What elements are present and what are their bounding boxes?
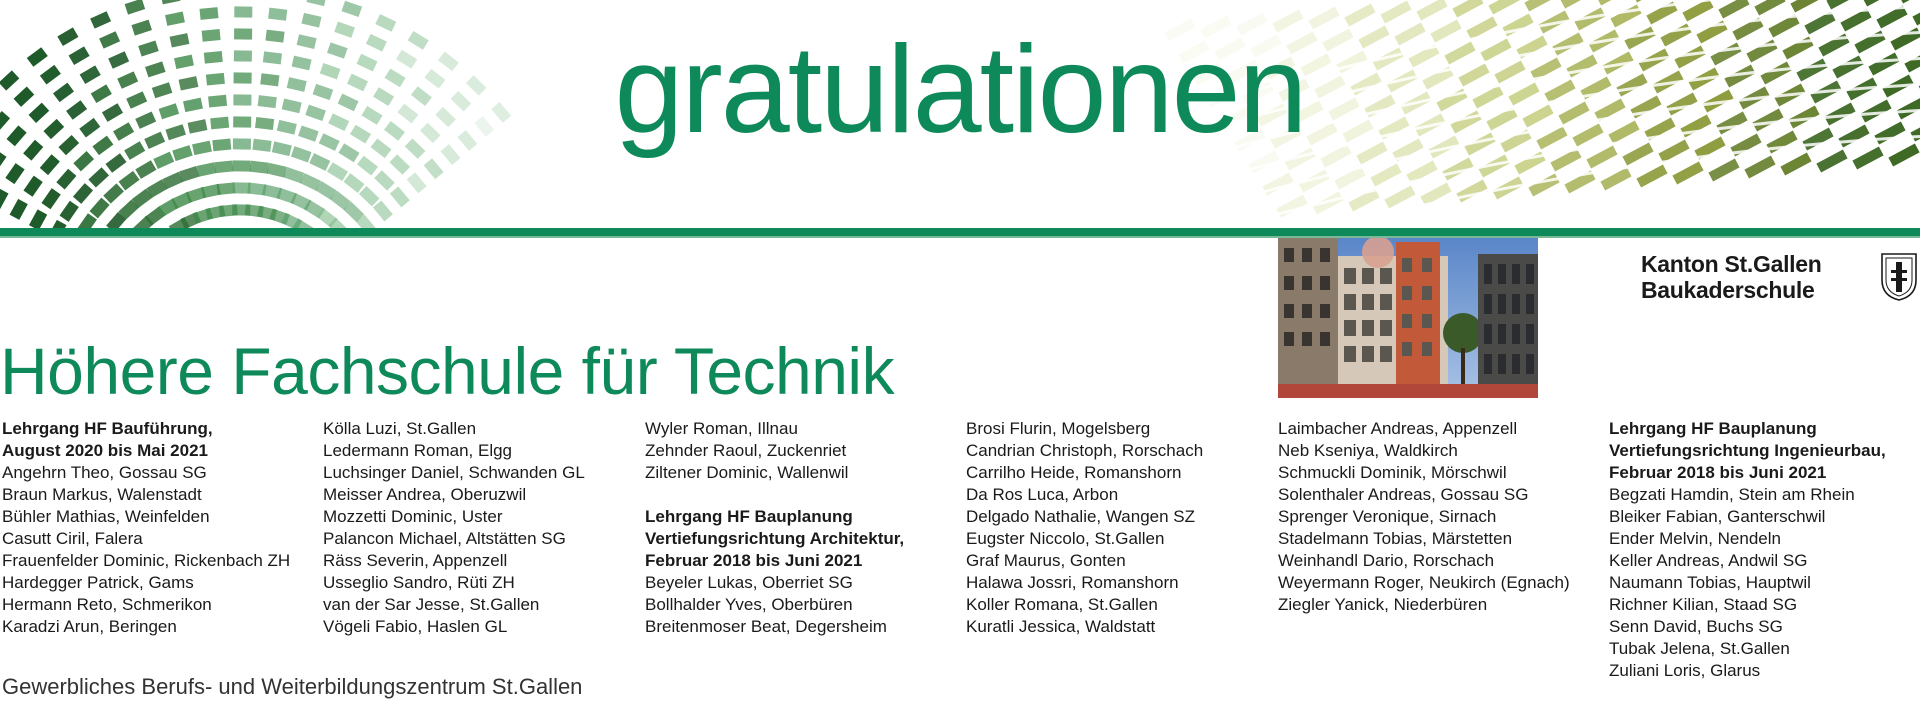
graduate-name: Hardegger Patrick, Gams xyxy=(2,573,194,592)
graduate-name: Ledermann Roman, Elgg xyxy=(323,441,513,460)
graduate-name: Zehnder Raoul, Zuckenriet xyxy=(645,441,847,460)
graduate-name: Koller Romana, St.Gallen xyxy=(966,595,1158,614)
graduate-name: Halawa Jossri, Romanshorn xyxy=(966,573,1179,592)
graduate-name: Meisser Andrea, Oberuzwil xyxy=(323,485,527,504)
graduate-name: Breitenmoser Beat, Degersheim xyxy=(645,617,887,636)
logo-text xyxy=(1641,251,1822,303)
graduate-name: Begzati Hamdin, Stein am Rhein xyxy=(1609,485,1855,504)
graduate-name: Casutt Ciril, Falera xyxy=(2,529,143,548)
graduate-name: Laimbacher Andreas, Appenzell xyxy=(1278,419,1518,438)
graduate-name: Ziegler Yanick, Niederbüren xyxy=(1278,595,1488,614)
course-heading: Vertiefungsrichtung Architektur, xyxy=(645,529,905,548)
graduate-name: Weyermann Roger, Neukirch (Egnach) xyxy=(1278,573,1570,592)
graduate-name: Zuliani Loris, Glarus xyxy=(1609,661,1761,680)
course-heading: Lehrgang HF Bauplanung xyxy=(1609,419,1817,438)
graduate-name: Ender Melvin, Nendeln xyxy=(1609,529,1781,548)
graduate-column-1 xyxy=(2,418,290,638)
graduate-name: Luchsinger Daniel, Schwanden GL xyxy=(323,463,585,482)
graduate-column-6 xyxy=(1609,418,1886,682)
graduate-name: Neb Kseniya, Waldkirch xyxy=(1278,441,1458,460)
course-heading: Lehrgang HF Bauführung, xyxy=(2,419,213,438)
graduate-column-4 xyxy=(966,418,1203,638)
graduate-name: Naumann Tobias, Hauptwil xyxy=(1609,573,1811,592)
graduate-name: Carrilho Heide, Romanshorn xyxy=(966,463,1182,482)
graduate-name: Brosi Flurin, Mogelsberg xyxy=(966,419,1151,438)
graduate-name: Ziltener Dominic, Wallenwil xyxy=(645,463,849,482)
graduate-column-5 xyxy=(1278,418,1570,616)
graduate-name: Frauenfelder Dominic, Rickenbach ZH xyxy=(2,551,291,570)
graduate-name: Eugster Niccolo, St.Gallen xyxy=(966,529,1165,548)
graduate-name: Keller Andreas, Andwil SG xyxy=(1609,551,1808,570)
graduate-name: Karadzi Arun, Beringen xyxy=(2,617,177,636)
graduate-name: van der Sar Jesse, St.Gallen xyxy=(323,595,540,614)
header-banner xyxy=(0,0,1920,238)
course-heading: Februar 2018 bis Juni 2021 xyxy=(645,551,863,570)
graduate-name: Kölla Luzi, St.Gallen xyxy=(323,419,477,438)
graduate-name: Tubak Jelena, St.Gallen xyxy=(1609,639,1790,658)
graduate-name: Hermann Reto, Schmerikon xyxy=(2,595,212,614)
graduate-column-2 xyxy=(323,418,585,638)
course-heading: Lehrgang HF Bauplanung xyxy=(645,507,853,526)
graduate-name: Mozzetti Dominic, Uster xyxy=(323,507,503,526)
graduate-name: Räss Severin, Appenzell xyxy=(323,551,508,570)
graduate-name: Sprenger Veronique, Sirnach xyxy=(1278,507,1497,526)
course-heading: Februar 2018 bis Juni 2021 xyxy=(1609,463,1827,482)
school-building-photo xyxy=(1278,238,1538,398)
course-heading: August 2020 bis Mai 2021 xyxy=(2,441,208,460)
logo-line-1: Kanton St.Gallen xyxy=(1641,251,1822,277)
divider-thin xyxy=(0,236,1920,238)
page-title: gratulationen xyxy=(614,21,1306,159)
divider xyxy=(0,228,1920,236)
graduate-name: Wyler Roman, Illnau xyxy=(645,419,798,438)
graduate-name: Delgado Nathalie, Wangen SZ xyxy=(966,507,1196,526)
graduate-name: Candrian Christoph, Rorschach xyxy=(966,441,1204,460)
graduate-name: Weinhandl Dario, Rorschach xyxy=(1278,551,1495,570)
logo-line-2: Baukaderschule xyxy=(1641,277,1815,303)
graduate-name: Beyeler Lukas, Oberriet SG xyxy=(645,573,853,592)
graduate-name: Palancon Michael, Altstätten SG xyxy=(323,529,566,548)
graduate-name: Kuratli Jessica, Waldstatt xyxy=(966,617,1156,636)
graduate-name: Richner Kilian, Staad SG xyxy=(1609,595,1798,614)
canton-crest-icon xyxy=(1880,252,1918,302)
section-title: Höhere Fachschule für Technik xyxy=(0,334,895,408)
graduate-name: Usseglio Sandro, Rüti ZH xyxy=(323,573,515,592)
course-heading: Vertiefungsrichtung Ingenieurbau, xyxy=(1609,441,1886,460)
graduate-name: Schmuckli Dominik, Mörschwil xyxy=(1278,463,1507,482)
graduate-name: Solenthaler Andreas, Gossau SG xyxy=(1278,485,1529,504)
graduate-name: Bühler Mathias, Weinfelden xyxy=(2,507,210,526)
graduate-name: Da Ros Luca, Arbon xyxy=(966,485,1119,504)
footer-text: Gewerbliches Berufs- und Weiterbildungszentrum St.Gallen xyxy=(2,674,583,699)
graduate-name: Vögeli Fabio, Haslen GL xyxy=(323,617,508,636)
graduate-name: Graf Maurus, Gonten xyxy=(966,551,1126,570)
graduate-column-3 xyxy=(645,418,904,638)
graduate-name: Bollhalder Yves, Oberbüren xyxy=(645,595,853,614)
graduate-name: Braun Markus, Walenstadt xyxy=(2,485,202,504)
graduate-name: Angehrn Theo, Gossau SG xyxy=(2,463,207,482)
graduate-name: Senn David, Buchs SG xyxy=(1609,617,1783,636)
graduate-name: Bleiker Fabian, Ganterschwil xyxy=(1609,507,1826,526)
graduate-name: Stadelmann Tobias, Märstetten xyxy=(1278,529,1513,548)
